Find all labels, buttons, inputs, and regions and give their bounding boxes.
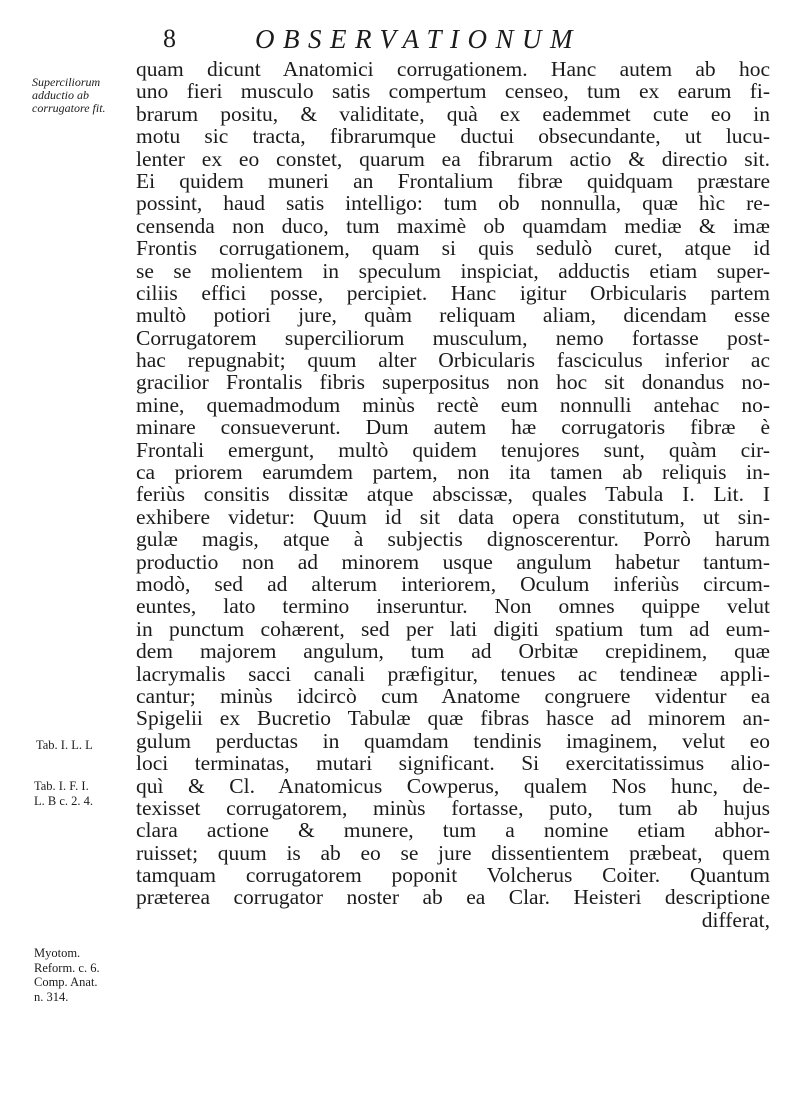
text-line: hac repugnabit; quum alter Orbicularis fasciculus inferior ac: [136, 348, 770, 373]
text-line: uno fieri musculo satis compertum censeo, tum ex earum fi-: [136, 79, 770, 104]
page-number: 8: [163, 24, 176, 53]
text-line: dem majorem angulum, tum ad Orbitæ crepidinem, quæ: [136, 639, 770, 664]
text-line: cantur; minùs idcircò cum Anatome congruere videntur ea: [136, 683, 770, 708]
text-line: minare consueverunt. Dum autem hæ corrugatoris fibræ è: [136, 415, 770, 440]
text-line: gulæ magis, atque à subjectis dignoscerentur. Porrò harum: [136, 527, 770, 552]
running-title: OBSERVATIONUM: [255, 24, 581, 54]
text-line: tamquam corrugatorem poponit Volcherus Coiter. Quantum: [136, 863, 770, 888]
margin-note-tab-1: Tab. I. L. L: [36, 738, 93, 752]
margin-note-myotom: Myotom. Reform. c. 6. Comp. Anat. n. 314.: [34, 946, 100, 1004]
text-line: exhibere videtur: Quum id sit data opera constitutum, ut sin-: [136, 504, 770, 529]
text-line: Frontis corrugationem, quam si quis sedulò curet, atque id: [136, 236, 770, 261]
page-header: [0, 22, 800, 56]
text-line: lacrymalis sacci canali præfigitur, tenues ac tendineæ appli-: [136, 661, 770, 686]
text-line: quam dicunt Anatomici corrugationem. Hanc autem ab hoc: [136, 57, 770, 81]
text-line: Ei quidem muneri an Frontalium fibræ quidquam præstare: [136, 168, 770, 193]
text-line: censenda non duco, tum maximè ob quamdam mediæ & imæ: [136, 213, 770, 238]
text-line: gulum perductas in quamdam tendinis imaginem, velut eo: [136, 728, 770, 753]
text-line: clara actione & munere, tum a nomine etiam abhor-: [136, 818, 770, 843]
text-line: loci terminatas, mutari significant. Si exercitatissimus alio-: [136, 751, 770, 776]
margin-note-tab-1-f: Tab. I. F. I. L. B c. 2. 4.: [34, 779, 94, 808]
text-line: se se molientem in speculum inspiciat, adductis etiam super-: [136, 258, 770, 283]
text-line: multò potiori jure, quàm reliquam aliam, dicendam esse: [136, 303, 770, 328]
text-line: feriùs consitis dissitæ atque abscissæ, quales Tabula I. Lit. I: [136, 482, 770, 507]
text-line: Frontali emergunt, multò quidem tenujores sunt, quàm cir-: [136, 437, 770, 462]
text-line: productio non ad minorem usque angulum habetur tantum-: [136, 549, 770, 574]
text-line: præterea corrugator noster ab ea Clar. Heisteri descriptione: [136, 885, 770, 910]
text-line: motu sic tracta, fibrarumque ductui obsecundante, ut lucu-: [136, 124, 770, 149]
main-text-block: [136, 58, 770, 931]
text-line: ruisset; quum is ab eo se jure dissentientem præbeat, quem: [136, 840, 770, 865]
text-line: Spigelii ex Bucretio Tabulæ quæ fibras hasce ad minorem an-: [136, 706, 770, 731]
text-line: in punctum cohærent, sed per lati digiti spatium tum ad eum-: [136, 616, 770, 641]
text-line: Corrugatorem superciliorum musculum, nemo fortasse post-: [136, 325, 770, 350]
text-line: euntes, lato termino inseruntur. Non omnes quippe velut: [136, 594, 770, 619]
text-line: ca priorem earumdem partem, non ita tamen ab reliquis in-: [136, 460, 770, 485]
text-line: modò, sed ad alterum interiorem, Oculum inferiùs circum-: [136, 571, 770, 596]
text-line: quì & Cl. Anatomicus Cowperus, qualem Nos hunc, de-: [136, 773, 770, 798]
text-line: ciliis effici posse, percipiet. Hanc igitur Orbicularis partem: [136, 280, 770, 305]
text-line: possint, haud satis intelligo: tum ob nonnulla, quæ hìc re-: [136, 191, 770, 216]
text-line: texisset corrugatorem, minùs fortasse, puto, tum ab hujus: [136, 795, 770, 820]
text-line: brarum positu, & validitate, quà ex eademmet cute eo in: [136, 101, 770, 126]
text-line: lenter ex eo constet, quarum ea fibrarum actio & directio sit.: [136, 146, 770, 171]
text-line: gracilior Frontalis fibris superpositus non hoc sit donandus no-: [136, 370, 770, 395]
text-line: mine, quemadmodum minùs rectè eum nonnulli antehac no-: [136, 392, 770, 417]
margin-note-corrugator: Superciliorum adductio ab corrugatore fit.: [32, 75, 106, 115]
catchword: differat,: [701, 907, 770, 932]
